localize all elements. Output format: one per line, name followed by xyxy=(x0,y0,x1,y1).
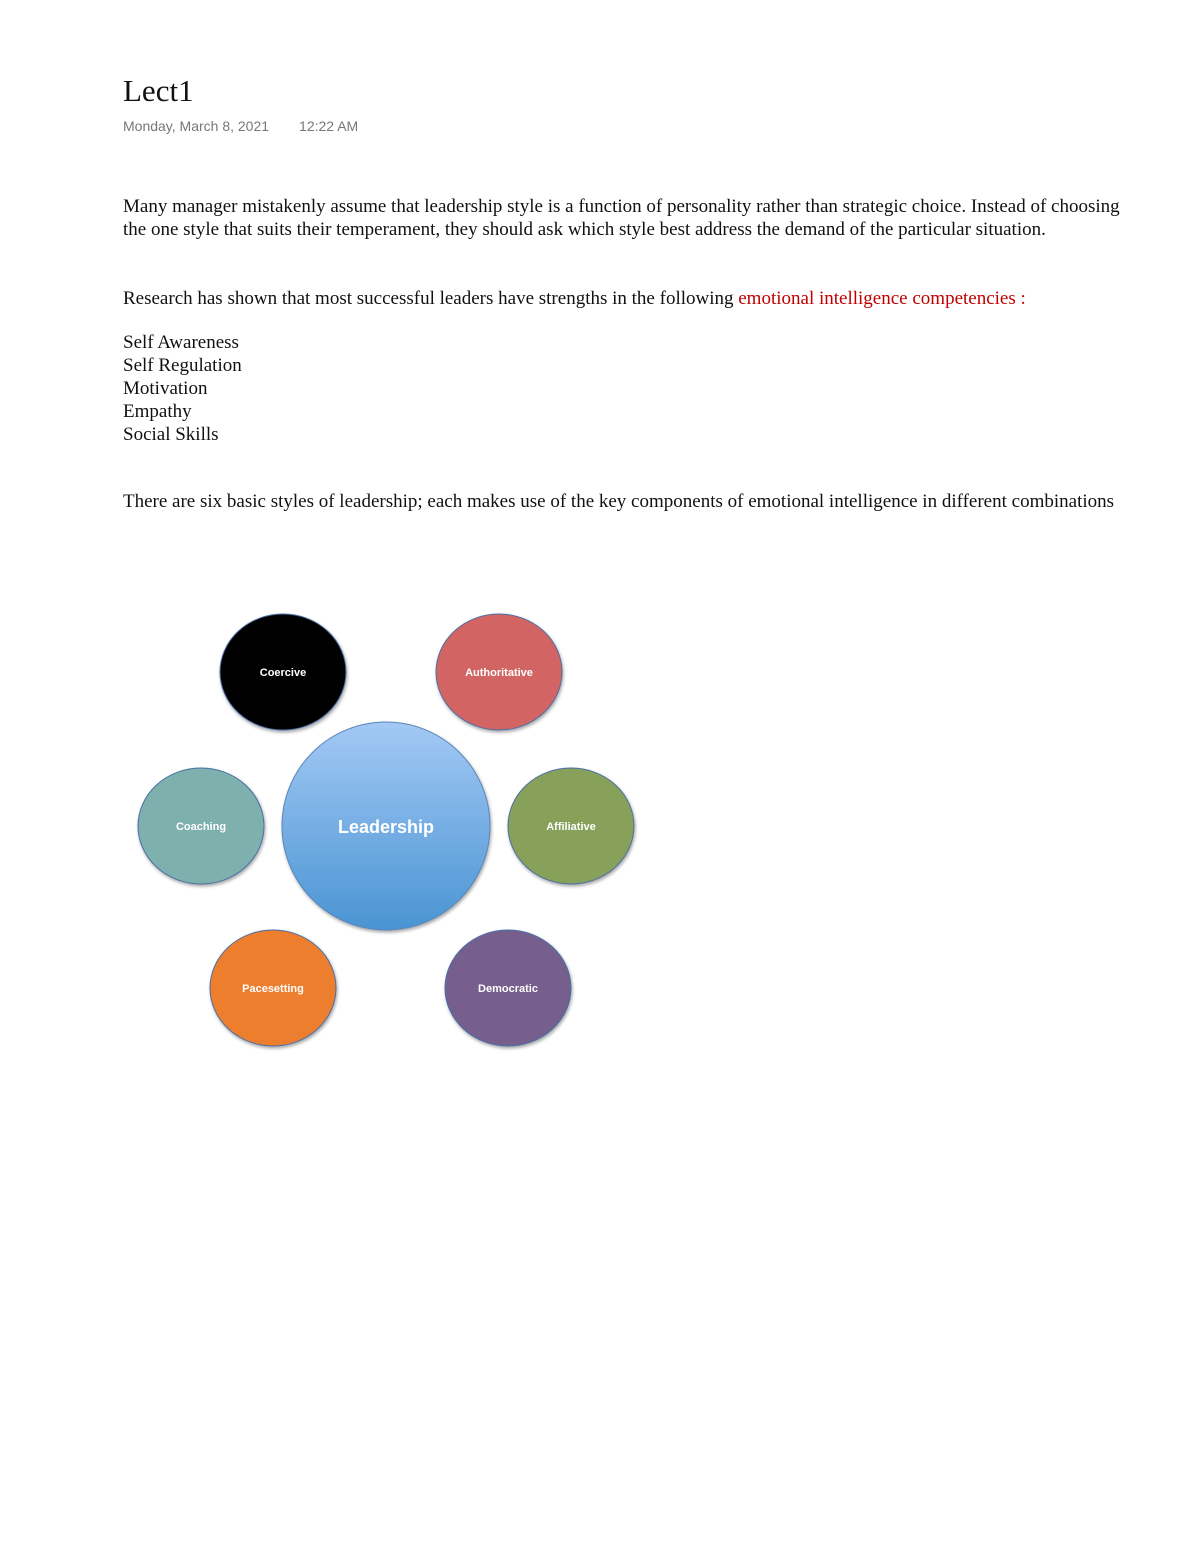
research-paragraph xyxy=(123,287,1133,310)
node-coaching xyxy=(138,768,264,884)
node-democratic xyxy=(445,930,571,1046)
leadership-label: Leadership xyxy=(337,817,435,837)
coaching-label: Coaching xyxy=(175,821,227,833)
styles-paragraph: There are six basic styles of leadership; each makes use of the key components of emotional intelligence in different combinations xyxy=(123,491,1115,512)
page-title: Lect1 xyxy=(123,73,194,108)
intro-paragraph: Many manager mistakenly assume that leadership style is a function of personality rather than strategic choice. Instead of choosing the one style that suits their temperament, they should ask which style best address the demand of the particular situation. xyxy=(123,196,1120,240)
authoritative-label: Authoritative xyxy=(465,667,533,679)
highlighted-phrase: emotional intelligence competencies : xyxy=(738,288,1026,309)
node-leadership xyxy=(282,722,490,930)
competency-item: Self Awareness xyxy=(123,332,239,353)
node-pacesetting xyxy=(210,930,336,1046)
page-date: Monday, March 8, 2021 xyxy=(123,118,270,134)
competency-item: Motivation xyxy=(123,378,208,399)
node-affiliative xyxy=(508,768,634,884)
pacesetting-label: Pacesetting xyxy=(242,983,304,995)
affiliative-label: Affiliative xyxy=(546,821,596,833)
coercive-label: Coercive xyxy=(259,667,307,679)
research-text: Research has shown that most successful leaders have strengths in the following xyxy=(123,288,739,309)
competency-item: Social Skills xyxy=(123,424,219,445)
page-time: 12:22 AM xyxy=(299,118,359,134)
competency-item: Empathy xyxy=(123,401,192,422)
diagram-canvas xyxy=(120,600,660,1060)
democratic-label: Democratic xyxy=(478,983,538,995)
page-timestamp xyxy=(123,117,358,135)
competency-list xyxy=(123,331,242,446)
node-coercive xyxy=(220,614,346,730)
leadership-styles-diagram xyxy=(120,600,660,1060)
competency-item: Self Regulation xyxy=(123,355,242,376)
node-authoritative xyxy=(436,614,562,730)
